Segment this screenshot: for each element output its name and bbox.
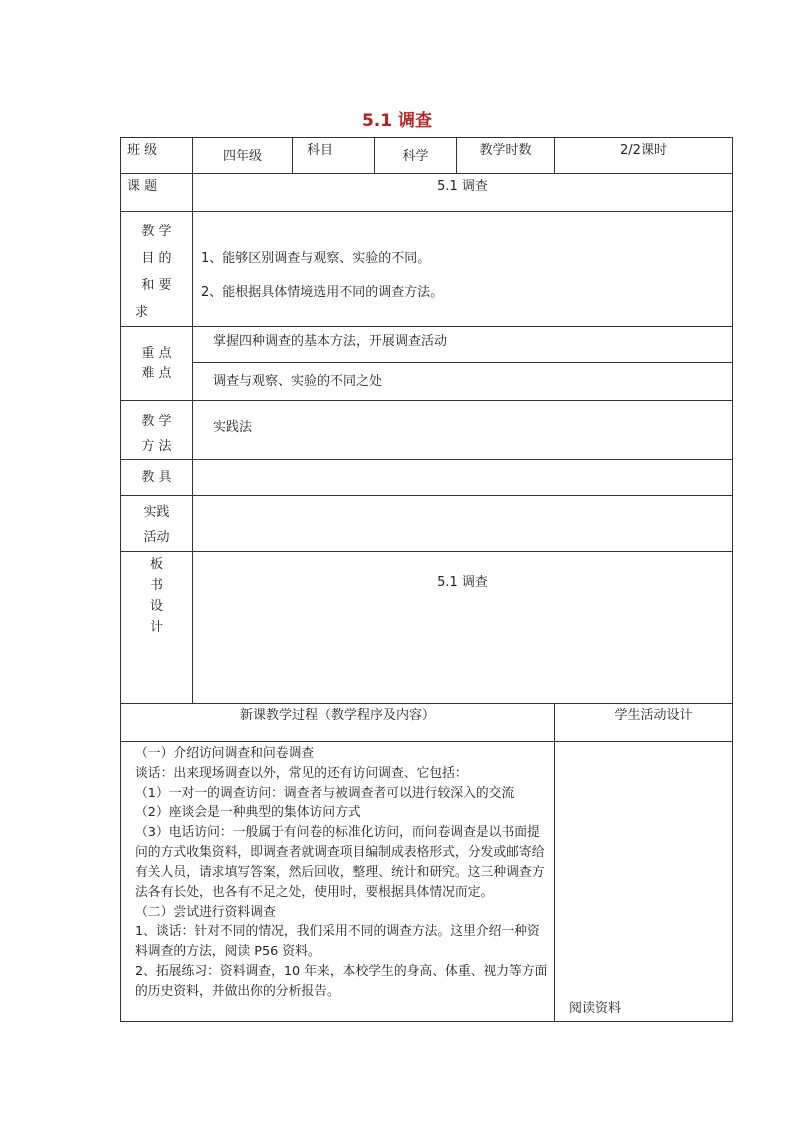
- objective-item: 2、能根据具体情境选用不同的调查方法。: [201, 285, 444, 300]
- board-label: 板 书 设 计: [121, 552, 193, 704]
- process-line: （3）电话访问：一般属于有问卷的标准化访问，而问卷调查是以书面提问的方式收集资料，即调查者就调查项目编制成表格形式，分发或邮寄给有关人员，请求填写答案，然后回收，整理、统计和研究。这三种调查方法各有长处，也各有不足之处，使用时，要根据具体情况而定。: [135, 825, 545, 900]
- objective-item: 1、能够区别调查与观察、实验的不同。: [201, 251, 431, 266]
- method-value: 实践法: [193, 401, 733, 460]
- method-label: 教 学 方 法: [121, 401, 193, 460]
- process-line: （二）尝试进行资料调查: [135, 904, 276, 920]
- key-point-value: 掌握四种调查的基本方法，开展调查活动: [193, 327, 733, 363]
- hours-value: 2/2课时: [555, 138, 733, 174]
- lesson-plan-table: [120, 137, 733, 1022]
- subject-label: 科目: [293, 138, 375, 174]
- difficult-point-value: 调查与观察、实验的不同之处: [193, 363, 733, 401]
- class-value: 四年级: [193, 138, 293, 174]
- page-title: 5.1 调查: [361, 111, 433, 131]
- process-line: （2）座谈会是一种典型的集体访问方式: [135, 805, 361, 821]
- practice-label: 实践 活动: [121, 496, 193, 552]
- process-content: [121, 742, 555, 1022]
- class-label: 班 级: [121, 138, 193, 174]
- topic-value: 5.1 调查: [193, 174, 733, 212]
- practice-value: [193, 496, 733, 552]
- process-line: （一）介绍访问调查和问卷调查: [135, 746, 315, 761]
- tools-label: 教 具: [121, 460, 193, 496]
- process-line: 2、拓展练习：资料调查，10 年来，本校学生的身高、体重、视力等方面的历史资料，并做出你的分析报告。: [135, 964, 548, 999]
- student-activity-header: 学生活动设计: [555, 704, 733, 742]
- tools-value: [193, 460, 733, 496]
- process-header: 新课教学过程（教学程序及内容）: [121, 704, 555, 742]
- objectives-label: 教 学 目 的 和 要 求: [121, 212, 193, 327]
- key-points-label: 重 点 难 点: [121, 327, 193, 401]
- hours-label: 教学时数: [457, 138, 555, 174]
- process-line: （1）一对一的调查访问：调查者与被调查者可以进行较深入的交流: [135, 785, 515, 801]
- student-activity-value: 阅读资料: [555, 742, 733, 1022]
- topic-label: 课 题: [121, 174, 193, 212]
- board-value: 5.1 调查: [193, 552, 733, 704]
- process-line: 1、谈话：针对不同的情况，我们采用不同的调查方法。这里介绍一种资料调查的方法，阅读 P56 资料。: [135, 924, 540, 960]
- subject-value: 科学: [375, 138, 457, 174]
- objectives-content: [193, 212, 733, 327]
- process-line: 谈话：出来现场调查以外，常见的还有访问调查、它包括：: [135, 765, 468, 781]
